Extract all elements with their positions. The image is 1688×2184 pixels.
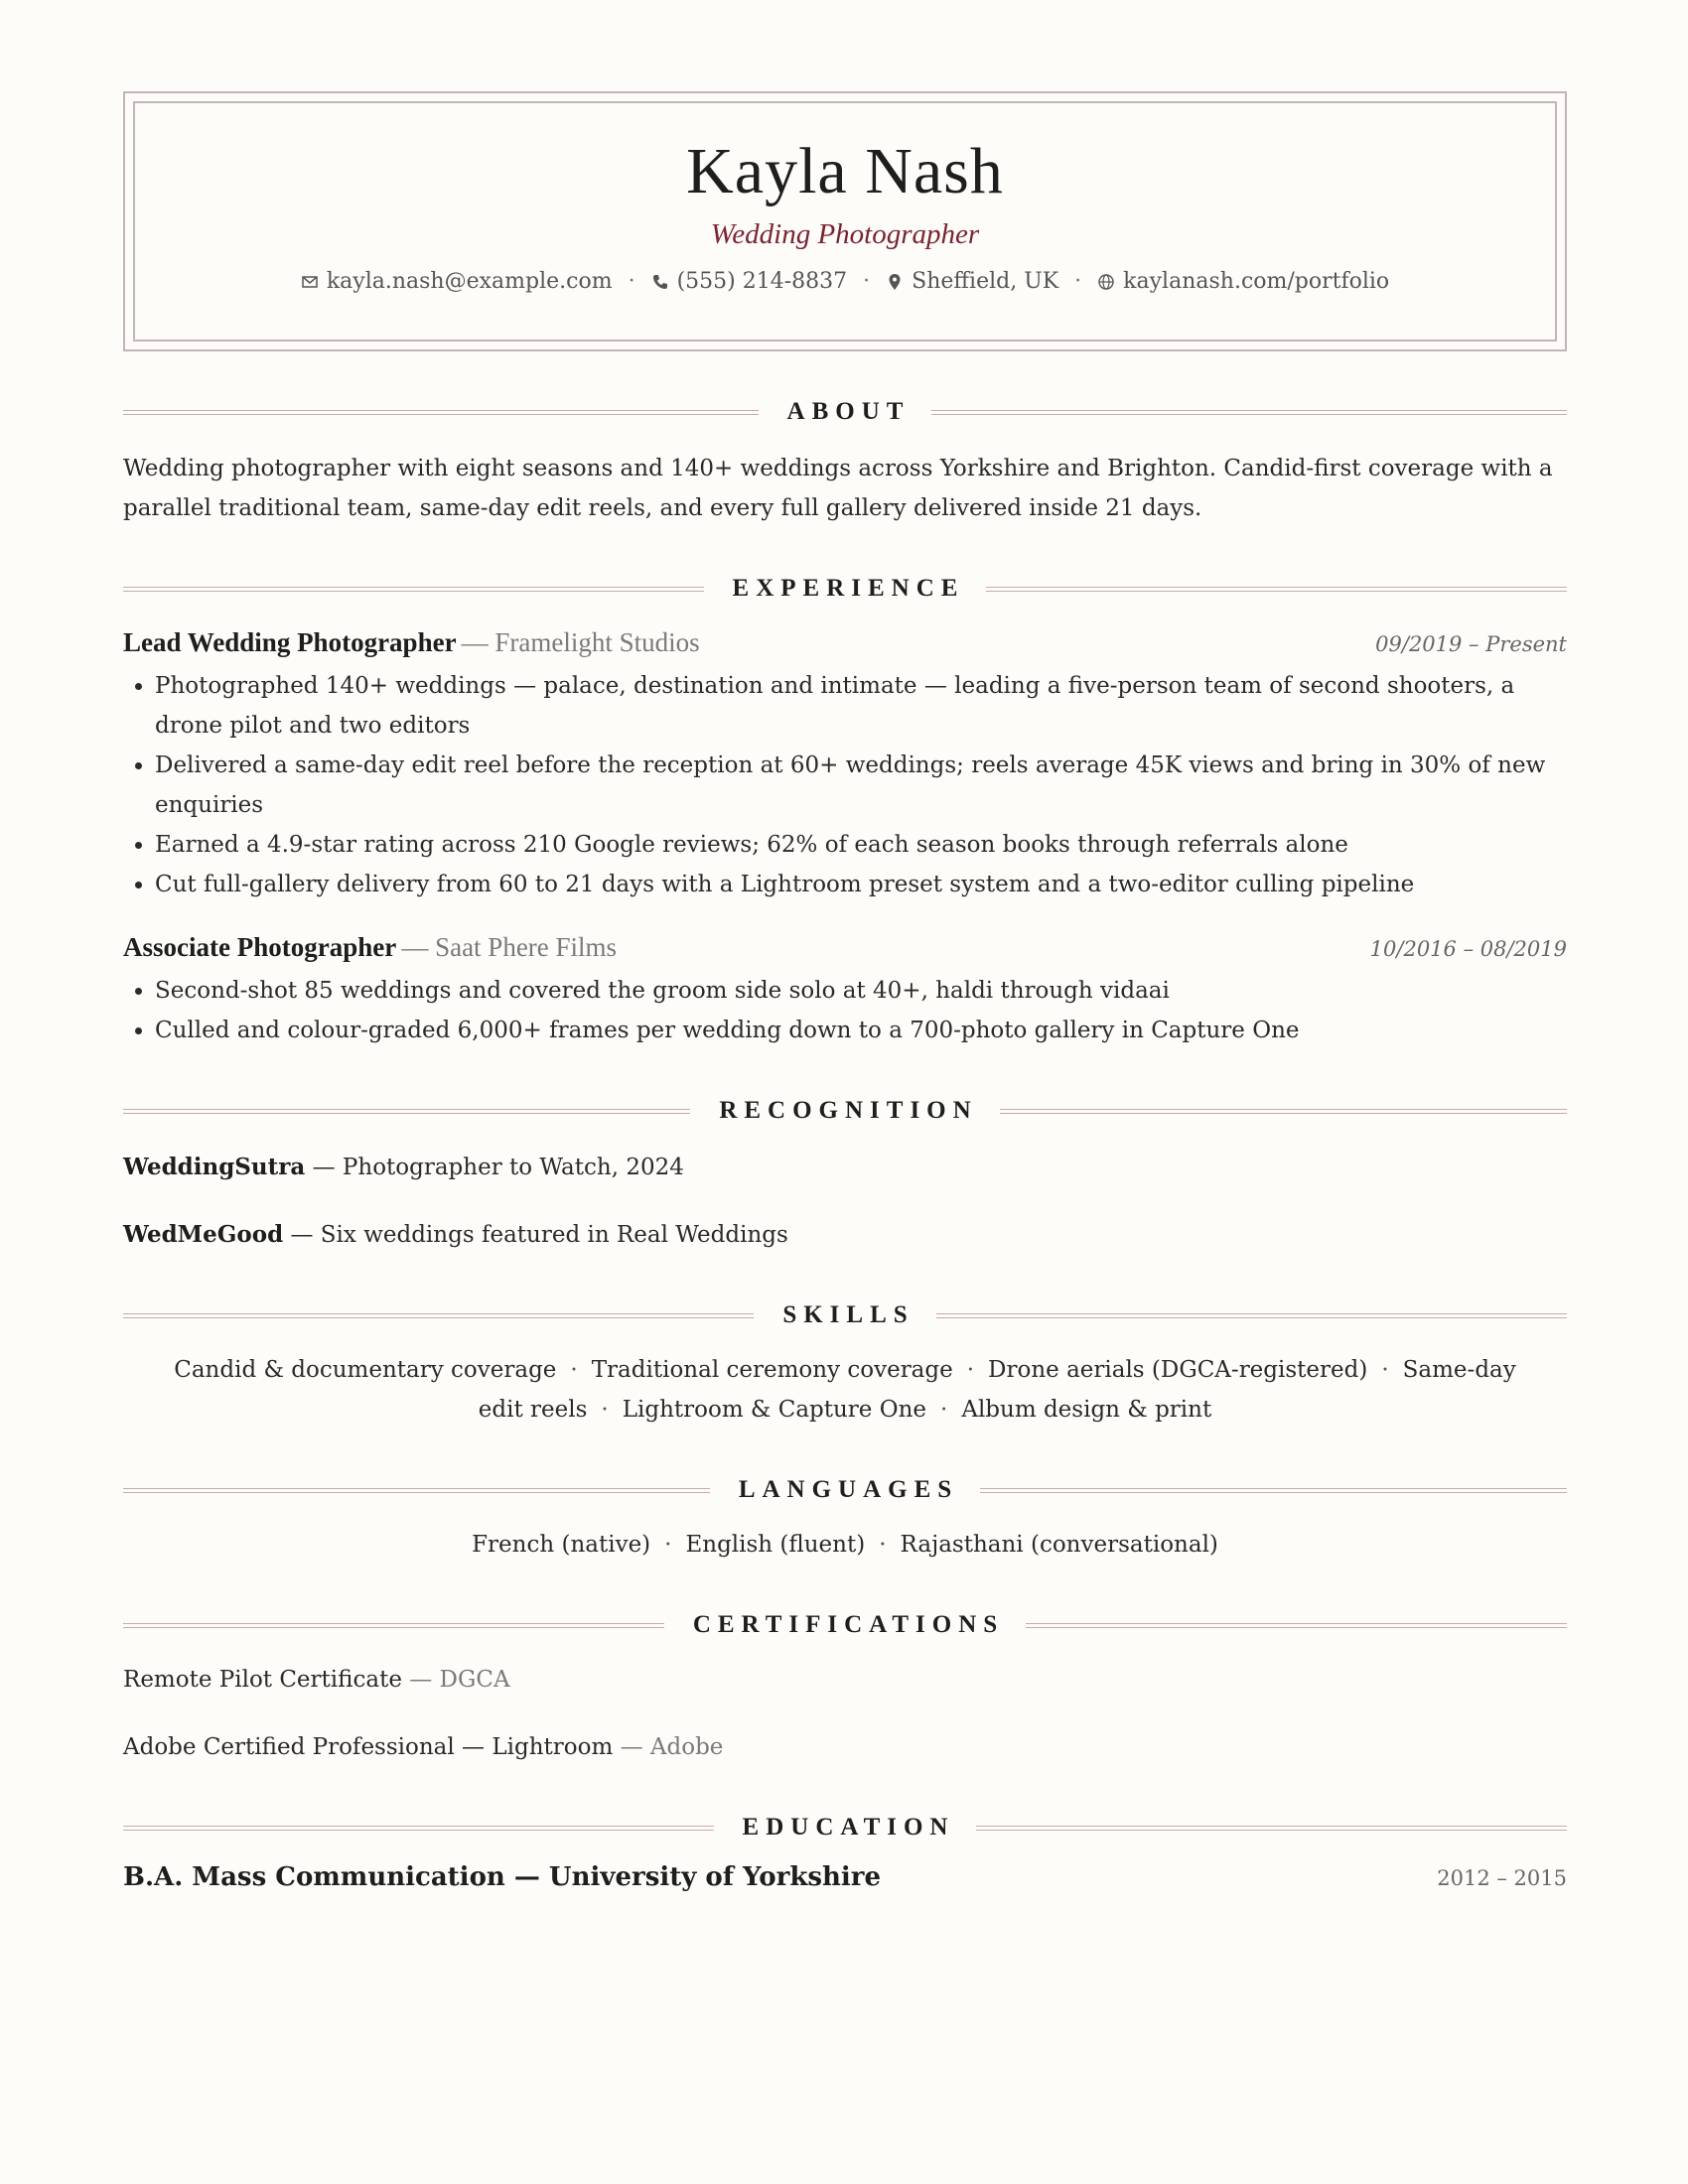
job-entry [123, 932, 1567, 1050]
location-text: Sheffield, UK [912, 269, 1059, 294]
contact-line [135, 269, 1555, 294]
list-separator: · [966, 1357, 975, 1383]
job-header [123, 627, 1567, 658]
heading-rule [123, 587, 704, 592]
education-entry [123, 1862, 1567, 1892]
heading-rule [1000, 1109, 1567, 1114]
envelope-icon [301, 273, 319, 291]
heading-rule [976, 1826, 1567, 1831]
header-inner-frame [133, 101, 1557, 341]
section-heading-experience [123, 574, 1567, 604]
section-heading-languages [123, 1475, 1567, 1505]
job-bullet: • Photographed 140+ weddings — palace, destination and intimate — leading a five-person team of second shooters, a drone pilot and two editors [155, 666, 1567, 746]
job-company: — Saat Phere Films [401, 932, 618, 962]
education-dates: 2012 – 2015 [1437, 1866, 1567, 1890]
contact-website[interactable] [1097, 269, 1389, 294]
section-title: EDUCATION [742, 1814, 955, 1841]
award-name: WedMeGood [123, 1221, 284, 1248]
list-separator: · [570, 1357, 578, 1383]
certification-item [123, 1660, 1567, 1700]
job-company: — Framelight Studios [461, 627, 700, 657]
section-title: LANGUAGES [738, 1476, 959, 1503]
section-title: RECOGNITION [719, 1097, 978, 1124]
section-heading-recognition [123, 1096, 1567, 1126]
phone-text: (555) 214-8837 [676, 269, 848, 294]
section-title: ABOUT [786, 398, 911, 425]
contact-location [886, 269, 1058, 294]
language-item: English (fluent) [685, 1532, 866, 1558]
section-heading-skills [123, 1300, 1567, 1330]
job-bullet: • Earned a 4.9-star rating across 210 Google reviews; 62% of each season books through referrals alone [155, 825, 1567, 865]
award-detail: — Photographer to Watch, 2024 [305, 1155, 684, 1180]
skill-item: Lightroom & Capture One [622, 1397, 927, 1423]
job-bullet: • Culled and colour-graded 6,000+ frames per wedding down to a 700-photo gallery in Capture One [155, 1011, 1567, 1050]
job-dates: 10/2016 – 08/2019 [1369, 937, 1567, 961]
job-bullet: • Delivered a same-day edit reel before the reception at 60+ weddings; reels average 45K views and bring in 30% of new enquiries [155, 746, 1567, 825]
header-box [123, 91, 1567, 351]
certification-issuer: — Adobe [613, 1734, 724, 1760]
heading-rule [123, 1109, 690, 1114]
skill-item: Traditional ceremony coverage [591, 1357, 953, 1383]
heading-rule [123, 1623, 664, 1628]
skill-item: Drone aerials (DGCA-registered) [988, 1357, 1368, 1383]
job-header [123, 932, 1567, 963]
map-pin-icon [886, 273, 904, 291]
heading-rule [123, 1313, 754, 1318]
skill-item: Album design & print [961, 1397, 1212, 1423]
certification-name: Adobe Certified Professional — Lightroom [123, 1734, 614, 1760]
section-heading-about [123, 397, 1567, 427]
heading-rule [936, 1313, 1567, 1318]
certification-issuer: — DGCA [401, 1667, 510, 1693]
job-dates: 09/2019 – Present [1375, 632, 1567, 656]
languages-list [123, 1525, 1567, 1565]
contact-separator: · [863, 269, 871, 294]
contact-phone[interactable] [651, 269, 848, 294]
list-separator: · [664, 1532, 672, 1558]
globe-icon [1097, 273, 1115, 291]
heading-rule [1026, 1623, 1567, 1628]
resume-content [123, 91, 1567, 1892]
section-heading-certifications [123, 1610, 1567, 1640]
award-item [123, 1148, 1567, 1187]
list-separator: · [601, 1397, 609, 1423]
job-bullets [123, 666, 1567, 904]
section-title: EXPERIENCE [732, 575, 965, 602]
language-item: French (native) [472, 1532, 651, 1558]
heading-rule [123, 1488, 710, 1493]
job-bullet: • Second-shot 85 weddings and covered the groom side solo at 40+, haldi through vidaai [155, 971, 1567, 1011]
job-title: Associate Photographer [123, 932, 397, 962]
phone-icon [651, 273, 669, 291]
language-item: Rajasthani (conversational) [900, 1532, 1218, 1558]
heading-rule [980, 1488, 1567, 1493]
education-degree: B.A. Mass Communication — University of Yorkshire [123, 1862, 881, 1892]
website-text: kaylanash.com/portfolio [1123, 269, 1390, 294]
about-text: Wedding photographer with eight seasons and 140+ weddings across Yorkshire and Brighton. Candid-first coverage with a parallel traditional team, same-day edit reels, and every full gallery delivered inside 21 days. [123, 456, 1553, 521]
email-text: kayla.nash@example.com [326, 269, 613, 294]
list-separator: · [1381, 1357, 1389, 1383]
candidate-role: Wedding Photographer [710, 218, 980, 250]
contact-email[interactable] [301, 269, 613, 294]
heading-rule [931, 410, 1567, 415]
heading-rule [123, 410, 759, 415]
contact-separator: · [628, 269, 635, 294]
certification-name: Remote Pilot Certificate [123, 1667, 402, 1693]
job-title: Lead Wedding Photographer [123, 627, 457, 657]
section-heading-education [123, 1813, 1567, 1843]
skills-list [123, 1350, 1567, 1430]
heading-rule [986, 587, 1567, 592]
certification-item [123, 1727, 1567, 1767]
candidate-name: Kayla Nash [686, 135, 1004, 207]
heading-rule [123, 1826, 714, 1831]
job-entry [123, 627, 1567, 904]
award-name: WeddingSutra [123, 1154, 306, 1180]
list-separator: · [879, 1532, 887, 1558]
award-item [123, 1215, 1567, 1255]
contact-separator: · [1074, 269, 1082, 294]
job-bullet: • Cut full-gallery delivery from 60 to 21 days with a Lightroom preset system and a two-editor culling pipeline [155, 865, 1567, 904]
skill-item: Same-day edit reels [478, 1357, 1516, 1423]
skill-item: Candid & documentary coverage [174, 1357, 557, 1383]
section-title: CERTIFICATIONS [692, 1611, 1005, 1638]
job-bullets [123, 971, 1567, 1050]
list-separator: · [940, 1397, 948, 1423]
section-title: SKILLS [782, 1301, 914, 1328]
award-detail: — Six weddings featured in Real Weddings [283, 1222, 788, 1248]
